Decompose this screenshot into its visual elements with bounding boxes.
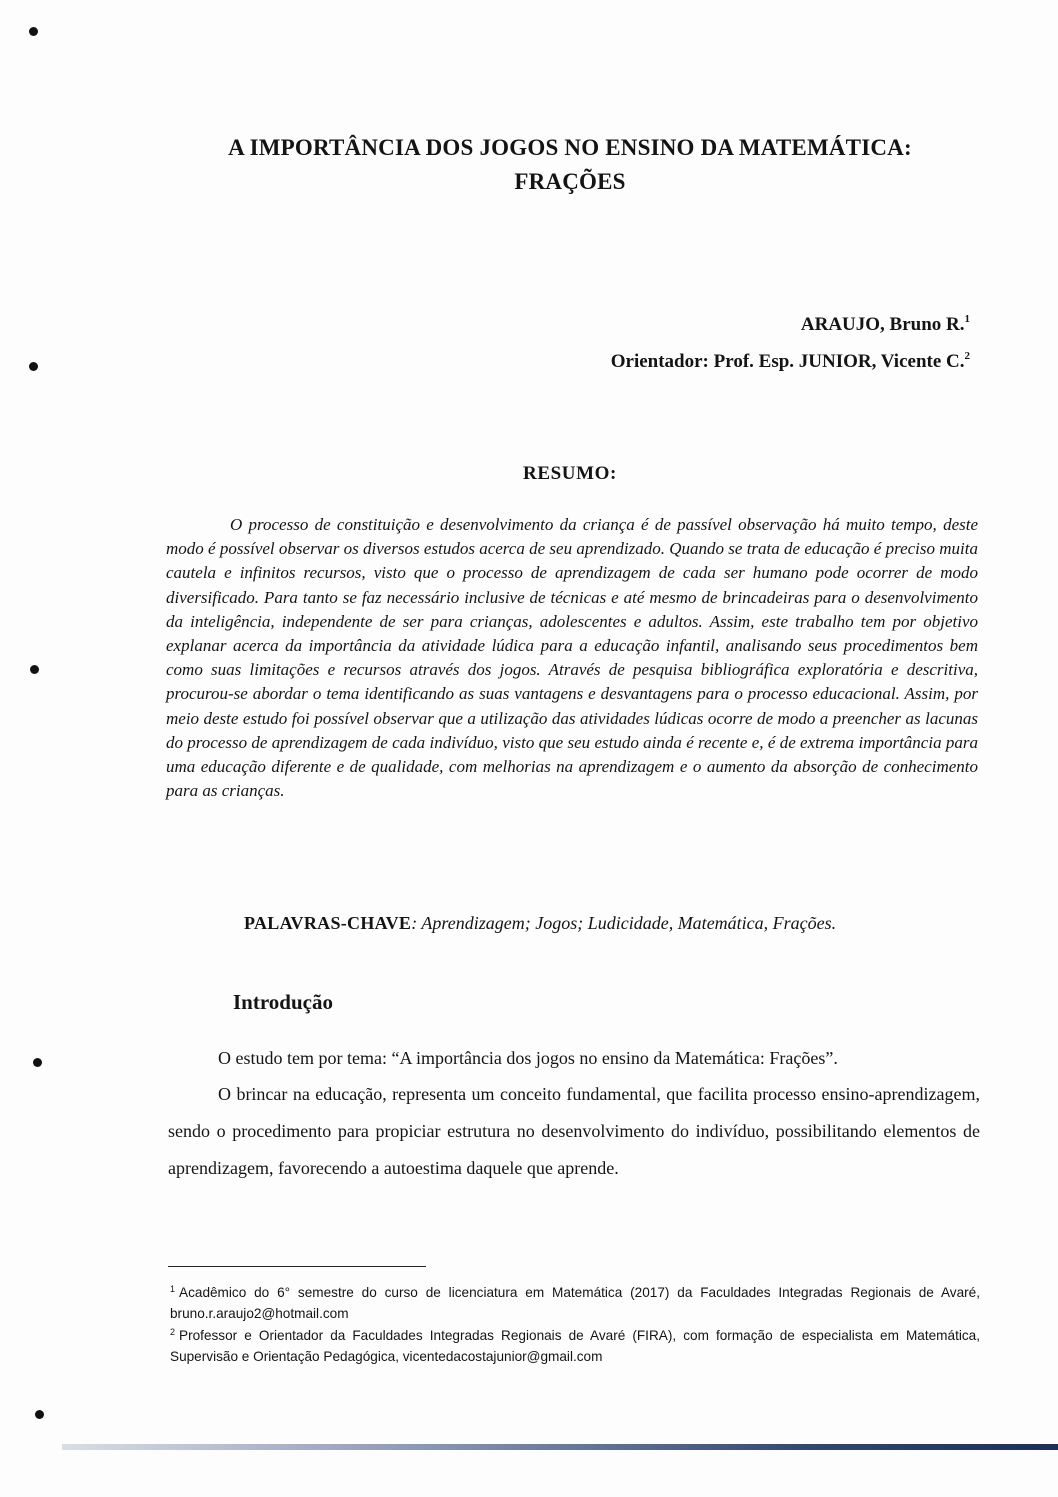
abstract-text: O processo de constituição e desenvolvimento da criança é de passível observação há muito tempo, deste modo é possível observar os diversos estudos acerca de seu aprendizado. Quando se trata de educação é preciso muita cautela e infinitos recursos, visto que o processo de aprendizagem de cada ser humano pode ocorrer de modo diversificado. Para tanto se faz necessário inclusive de técnicas e até mesmo de brincadeiras para o desenvolvimento da inteligência, independente de ser para crianças, adolescentes e adultos. Assim, este trabalho tem por objetivo explanar acerca da importância da atividade lúdica para a educação infantil, analisando seus procedimentos bem como suas limitações e recursos através dos jogos. Através de pesquisa bibliográfica exploratória e descritiva, procurou-se abordar o tema identificando as suas vantagens e desvantagens para o processo educacional. Assim, por meio deste estudo foi possível observar que a utilização das atividades lúdicas ocorre de modo a preencher as lacunas do processo de aprendizagem de cada indivíduo, visto que seu estudo ainda é recente e, é de extrema importância para uma educação diferente e de qualidade, com melhorias na aprendizagem e o aumento da absorção de conhecimento para as crianças.	[166, 515, 978, 801]
keywords-line	[244, 913, 836, 934]
author-name: ARAUJO, Bruno R.	[800, 314, 965, 335]
footnote-number: 1	[170, 1284, 176, 1294]
introduction-paragraph-1: O estudo tem por tema: “A importância dos jogos no ensino da Matemática: Frações”.	[218, 1048, 838, 1068]
scan-edge-band	[62, 1444, 1058, 1450]
abstract-heading: RESUMO:	[523, 463, 617, 484]
footnote-text: Professor e Orientador da Faculdades Integradas Regionais de Avaré (FIRA), com formação de especialista em Matemática, Supervisão e Orientação Pedagógica, vicentedacostajunior@gmail.com	[170, 1328, 980, 1364]
footnote-number: 2	[170, 1327, 176, 1337]
footnote-separator	[168, 1266, 426, 1267]
introduction-heading: Introdução	[233, 990, 333, 1014]
footnote-ref-2: 2	[964, 350, 970, 362]
binder-hole-mark	[29, 362, 38, 371]
advisor-line	[611, 350, 970, 373]
keywords-label: PALAVRAS-CHAVE	[244, 913, 412, 933]
binder-hole-mark	[35, 1410, 44, 1419]
keywords-list: : Aprendizagem; Jogos; Ludicidade, Matemática, Frações.	[411, 913, 837, 933]
footnote-1	[170, 1279, 980, 1324]
introduction-paragraph-2: O brincar na educação, representa um conceito fundamental, que facilita processo ensino-aprendizagem, sendo o procedimento para propiciar estrutura no desenvolvimento do indivíduo, possibilitando elementos de aprendizagem, favorecendo a autoestima daquele que aprende.	[168, 1084, 980, 1178]
title-line-1: A IMPORTÂNCIA DOS JOGOS NO ENSINO DA MATEMÁTICA:	[228, 135, 912, 160]
title-line-2: FRAÇÕES	[514, 169, 626, 194]
binder-hole-mark	[29, 27, 38, 36]
advisor-name: Orientador: Prof. Esp. JUNIOR, Vicente C.	[610, 351, 965, 372]
footnote-ref-1: 1	[964, 313, 970, 325]
binder-hole-mark	[30, 665, 39, 674]
document-title	[100, 131, 1040, 199]
footnote-text: Acadêmico do 6° semestre do curso de licenciatura em Matemática (2017) da Faculdades Integradas Regionais de Avaré, bruno.r.araujo2@hotmail.com	[170, 1285, 980, 1321]
footnote-2	[170, 1322, 980, 1367]
binder-hole-mark	[33, 1058, 42, 1067]
author-line	[801, 313, 970, 336]
